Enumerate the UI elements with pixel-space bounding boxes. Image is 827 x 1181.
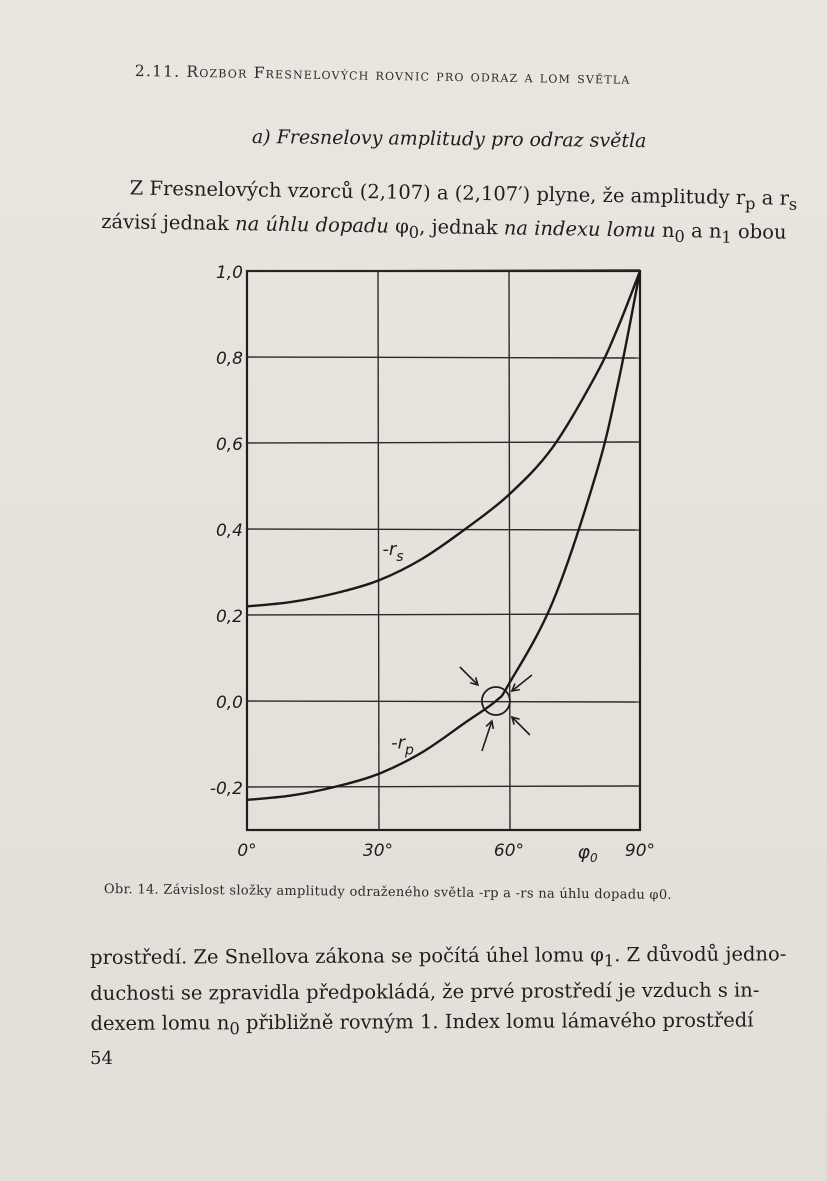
x-tick-label: 90° <box>624 841 656 861</box>
y-tick-label: 0,2 <box>215 607 243 627</box>
grid-line-y <box>247 786 640 787</box>
annotation-arrow <box>512 675 532 691</box>
grid-line-y <box>247 701 640 702</box>
figure-14 <box>195 255 675 875</box>
paragraph-top-line-2: závisí jednak na úhlu dopadu $\varphi_0$, jednak na indexu lomu $n_0$ a $n_1$ obou <box>101 209 787 247</box>
paragraph-top-line-1: Z Fresnelových vzorců (2,107) a (2,107′) plyne, že amplitudy $r_p$ a $r_s$ <box>129 176 798 214</box>
x-tick-label: 0° <box>237 841 257 861</box>
y-tick-label: -0,2 <box>209 779 243 799</box>
y-tick-label: 0,6 <box>215 435 243 455</box>
x-axis-label: $\varphi_0$ <box>577 841 598 865</box>
y-tick-label: 1,0 <box>215 263 243 283</box>
figure-caption: Obr. 14. Závislost složky amplitudy odraženého světla -rp a -rs na úhlu dopadu φ0. <box>103 882 672 903</box>
plot-frame <box>247 271 640 830</box>
fresnel-amplitude-chart <box>195 255 675 875</box>
series-line--rs <box>247 271 640 606</box>
paragraph-bottom <box>90 939 787 1044</box>
y-tick-label: 0,4 <box>215 521 243 541</box>
y-tick-label: 0,8 <box>215 349 243 369</box>
grid-line-x <box>509 271 510 830</box>
grid-line-x <box>378 271 379 830</box>
section-heading: 2.11. Rozbor Fresnelových rovnic pro odraz a lom světla <box>134 62 631 88</box>
x-tick-label: 60° <box>493 841 525 861</box>
series-label--rp: $-r_p$ <box>391 732 414 759</box>
y-tick-label: 0,0 <box>215 693 243 713</box>
grid-line-y <box>247 442 640 443</box>
x-tick-label: 30° <box>362 841 394 861</box>
page-number: 54 <box>90 1048 113 1069</box>
grid-line-y <box>247 529 640 530</box>
annotation-arrow <box>512 717 530 735</box>
paragraph-bottom-line-2: duchosti se zpravidla předpokládá, že prvé prostředí je vzduch s in- <box>90 978 760 1005</box>
grid-line-y <box>247 357 640 358</box>
grid-line-y <box>247 614 640 615</box>
series-line--rp <box>247 271 640 800</box>
paragraph-bottom-line-1: prostředí. Ze Snellova zákona se počítá úhel lomu $\varphi_1$. Z důvodů jedno- <box>90 942 787 971</box>
annotation-arrow <box>460 667 478 685</box>
paragraph-bottom-line-3: dexem lomu $n_0$ přibližně rovným 1. Index lomu lámavého prostředí <box>90 1008 754 1039</box>
series-label--rs: $-r_s$ <box>382 538 404 565</box>
paragraph-top <box>101 174 798 253</box>
subsection-title: a) Fresnelovy amplitudy pro odraz světla <box>251 126 647 153</box>
